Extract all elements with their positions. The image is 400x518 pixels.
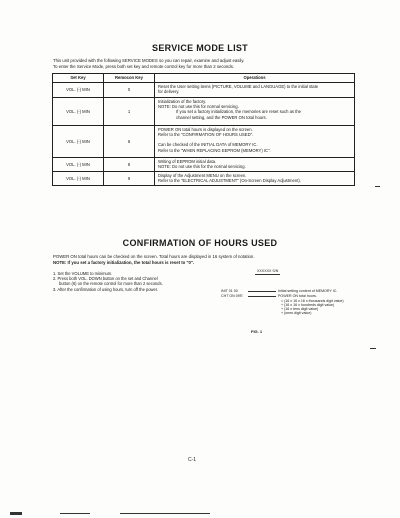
table-header-row (53, 74, 355, 83)
intro-line: This unit provided with the following SERVICE MODES so you can repair, examine and adjust easily. (53, 58, 245, 63)
fig-callout-line (248, 296, 276, 297)
fig-callout-1: Initial setting content of MEMORY IC. (278, 289, 338, 293)
col-operations: Operations (155, 74, 355, 83)
op-line: for delivery. (158, 89, 180, 95)
step-line: 2. Press both VOL. DOWN button on the set and Channel (53, 276, 158, 282)
op-line: Refer to the "ELECTRICAL ADJUSTMENT" (On-Screen Display Adjustment). (158, 178, 301, 184)
scan-mark (10, 512, 22, 515)
page-number: C-1 (188, 457, 197, 463)
remocon-key-cell: 1 (104, 98, 155, 126)
operations-cell (155, 126, 355, 158)
figure-caption: FIG. 1 (251, 329, 263, 334)
op-line: If you set a factory initialization, the memories are reset such as the (176, 109, 301, 115)
section-title: CONFIRMATION OF HOURS USED (122, 238, 278, 248)
scan-mark (120, 513, 210, 514)
scan-mark (60, 513, 90, 514)
col-set-key: Set Key (53, 74, 104, 83)
col-remocon-key: Remocon Key (104, 74, 155, 83)
scan-mark (370, 348, 376, 349)
set-key-cell: VOL. (-) MIN (53, 126, 104, 158)
table-row (53, 98, 355, 126)
remocon-key-cell: 8 (104, 158, 155, 172)
table-row (53, 172, 355, 186)
remocon-key-cell: 9 (104, 172, 155, 186)
step-line: 1. Set the VOLUME to minimum. (53, 271, 113, 276)
op-line: NOTE: Do not use this for the normal servicing. (158, 164, 246, 170)
remocon-key-cell: 6 (104, 126, 155, 158)
confirmation-note: NOTE: If you set a factory initialization, the total hours is reset to "0". (53, 259, 195, 265)
table-row (53, 83, 355, 98)
fig-top-label: XXXXXX S/N (257, 269, 279, 273)
confirmation-text (53, 254, 353, 265)
op-line: Can be checked of the INITIAL DATA of MEMORY IC. (158, 142, 258, 148)
set-key-cell: VOL. (-) MIN (53, 172, 104, 186)
set-key-cell: VOL. (-) MIN (53, 83, 104, 98)
scan-mark (375, 186, 380, 187)
figure-1 (215, 267, 365, 337)
fig-callout-line (248, 291, 276, 292)
set-key-cell: VOL. (-) MIN (53, 98, 104, 126)
op-line: Reset the User setting items (PICTURE, VOLUME and LANGUAGE) to the initial state (158, 84, 319, 89)
op-line: Writing of EEPROM initial data. (158, 159, 217, 164)
op-line: NOTE: Do not use this for normal servicing. (158, 104, 239, 110)
fig-screen-line2: CHT ON 09'E (221, 294, 243, 298)
table-row (53, 158, 355, 172)
operations-cell (155, 172, 355, 186)
fig-top-line (255, 274, 280, 275)
step-line: 3. After the confirmation of using hours, turn off the power. (53, 286, 159, 292)
page-title: SERVICE MODE LIST (152, 43, 248, 53)
service-mode-table (52, 73, 355, 186)
op-line: Refer to the "CONFIRMATION OF HOURS USED". (158, 132, 254, 138)
op-line: Refer to the "WHEN REPLACING EEPROM (MEMORY) IC". (158, 147, 271, 153)
set-key-cell: VOL. (-) MIN (53, 158, 104, 172)
table-row (53, 126, 355, 158)
fig-screen-line1: INIT 01 00 (221, 289, 238, 293)
operations-cell (155, 83, 355, 98)
fig-sub-line: + (16 x 16 x hundreds digit value) (281, 303, 335, 307)
step-line: button (6) on the remote control for more than 2 seconds. (59, 281, 163, 287)
confirmation-para: POWER ON total hours can be checked on the screen. Total hours are displayed in 16 system of notation. (53, 254, 255, 259)
remocon-key-cell: 0 (104, 83, 155, 98)
fig-sub-line: = (16 x 16 x 16 x thousands digit value) (281, 299, 344, 303)
op-line: Display of the Adjustment MENU on the screen. (158, 173, 247, 178)
op-line: Initialization of the factory. (158, 99, 207, 104)
intro-text (53, 58, 353, 69)
steps-list (53, 271, 218, 292)
operations-cell (155, 158, 355, 172)
fig-sub-line: + (ones digit value) (281, 311, 312, 315)
fig-callout-2: POWER ON total hours. (278, 294, 317, 298)
op-line: channel setting, and the POWER ON total hours. (176, 114, 267, 120)
intro-line: To enter the Service Mode, press both set key and remote control key for more than 2 seconds. (53, 63, 235, 69)
fig-sub-line: + (16 x tens digit value) (281, 307, 319, 311)
op-line: POWER ON total hours is displayed on the screen. (158, 127, 253, 132)
operations-cell (155, 98, 355, 126)
